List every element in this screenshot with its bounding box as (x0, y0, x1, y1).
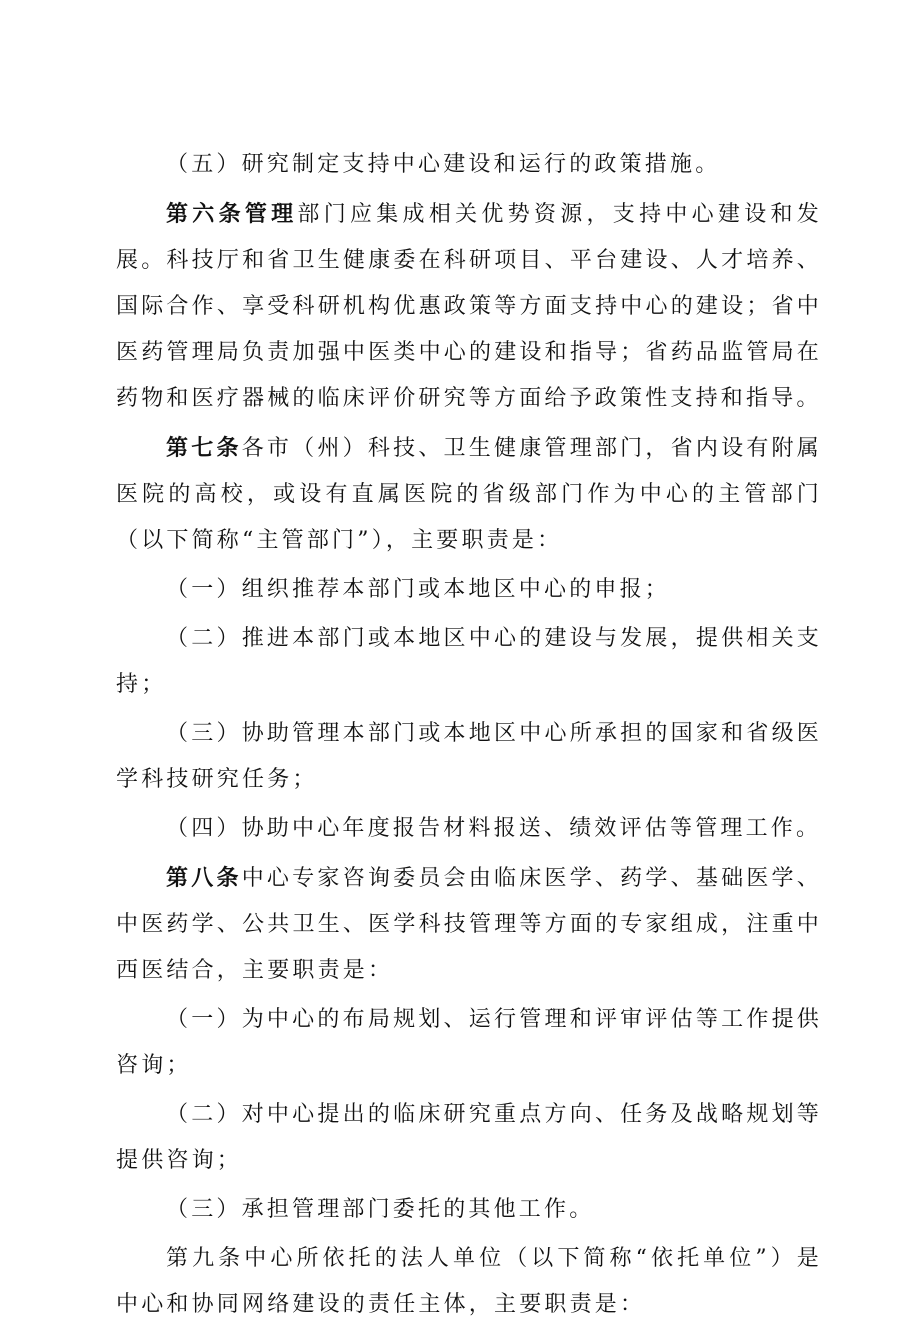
article-heading: 第八条 (166, 865, 242, 891)
article-7-item-1 (116, 567, 822, 613)
article-heading: 第六条管理 (166, 201, 298, 227)
paragraph-text: （一）为中心的布局规划、运行管理和评审评估等工作提供咨询； (116, 1007, 822, 1078)
article-7-item-3 (116, 711, 822, 803)
article-9 (116, 1236, 822, 1328)
paragraph-text: （二）推进本部门或本地区中心的建设与发展，提供相关支持； (116, 626, 822, 697)
article-8 (116, 855, 822, 994)
paragraph-text: （四）协助中心年度报告材料报送、绩效评估等管理工作。 (166, 816, 822, 841)
article-7-item-4 (116, 806, 822, 852)
paragraph-text: 部门应集成相关优势资源，支持中心建设和发展。科技厅和省卫生健康委在科研项目、平台建设、人才培养、国际合作、享受科研机构优惠政策等方面支持中心的建设；省中医药管理局负责加强中医类中心的建设和指导；省药品监管局在药物和医疗器械的临床评价研究等方面给予政策性支持和指导。 (116, 202, 822, 411)
paragraph-text: 中心专家咨询委员会由临床医学、药学、基础医学、中医药学、公共卫生、医学科技管理等方面的专家组成，注重中西医结合，主要职责是： (116, 866, 822, 983)
article-6 (116, 191, 822, 422)
article-heading: 第七条 (166, 435, 242, 461)
paragraph-text: （二）对中心提出的临床研究重点方向、任务及战略规划等提供咨询； (116, 1102, 822, 1173)
article-8-item-3 (116, 1187, 822, 1233)
document-page (116, 142, 822, 1328)
article-8-item-1 (116, 997, 822, 1089)
paragraph-text: （一）组织推荐本部门或本地区中心的申报； (166, 577, 671, 602)
article-7 (116, 425, 822, 564)
paragraph-text: （五）研究制定支持中心建设和运行的政策措施。 (166, 152, 721, 177)
paragraph-text: 各市（州）科技、卫生健康管理部门，省内设有附属医院的高校，或设有直属医院的省级部门作为中心的主管部门（以下简称“主管部门”），主要职责是： (116, 436, 822, 553)
paragraph-policy-measures (116, 142, 822, 188)
paragraph-text: 第九条中心所依托的法人单位（以下简称“依托单位”）是中心和协同网络建设的责任主体，主要职责是： (116, 1246, 822, 1317)
paragraph-text: （三）承担管理部门委托的其他工作。 (166, 1197, 595, 1222)
article-7-item-2 (116, 616, 822, 708)
article-8-item-2 (116, 1092, 822, 1184)
paragraph-text: （三）协助管理本部门或本地区中心所承担的国家和省级医学科技研究任务； (116, 721, 822, 792)
